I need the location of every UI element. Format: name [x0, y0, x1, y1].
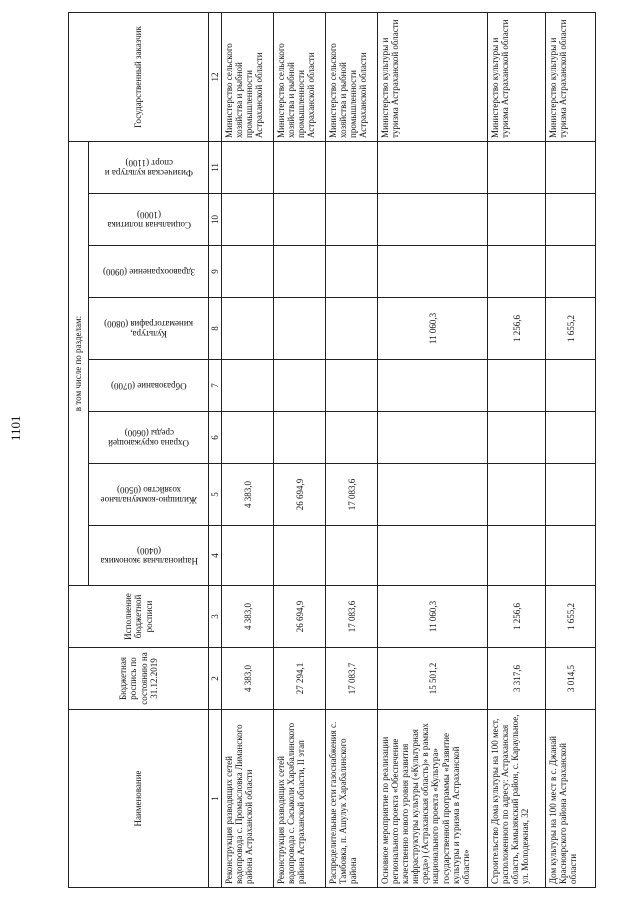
header-section-0600-label: Охрана окружающей среды (0600): [108, 427, 189, 448]
row-section-0600: [326, 412, 378, 464]
row-budget: 17 083,7: [326, 648, 378, 710]
header-section-0500: [89, 464, 209, 526]
header-section-0600: [89, 412, 209, 464]
header-section-0400-label: Национальная экономика (0400): [99, 545, 198, 566]
row-section-0600: [222, 412, 274, 464]
row-section-0700: [378, 360, 488, 412]
header-section-0700: [89, 360, 209, 412]
row-name: Строительство Дома культуры на 100 мест, расположенного по адресу: Астраханская область, Камызякский район, с. Караульное, ул. Молодежная, 32: [488, 710, 546, 888]
column-number: 2: [209, 648, 222, 710]
row-customer: Министерство сельского хозяйства и рыбной промышленности Астраханской области: [326, 13, 378, 142]
row-budget: 3 014,5: [546, 648, 596, 710]
row-section-0900: [326, 246, 378, 298]
column-number: 4: [209, 526, 222, 586]
column-number: 8: [209, 298, 222, 360]
row-section-0800: 1 256,6: [488, 298, 546, 360]
row-section-1100: [546, 142, 596, 194]
row-section-0700: [222, 360, 274, 412]
column-number: 3: [209, 586, 222, 648]
column-number: 12: [209, 13, 222, 142]
row-section-0600: [378, 412, 488, 464]
row-budget: 15 501,2: [378, 648, 488, 710]
table-row: [488, 13, 546, 888]
row-section-1000: [222, 194, 274, 246]
table-row: [326, 13, 378, 888]
row-section-0900: [222, 246, 274, 298]
header-section-1000: [89, 194, 209, 246]
column-number: 1: [209, 710, 222, 888]
row-execution: 11 060,3: [378, 586, 488, 648]
row-section-1100: [378, 142, 488, 194]
row-section-1000: [378, 194, 488, 246]
row-section-0800: [274, 298, 326, 360]
row-section-0500: [546, 464, 596, 526]
row-section-1100: [488, 142, 546, 194]
row-budget: 27 294,1: [274, 648, 326, 710]
row-execution: 1 655,2: [546, 586, 596, 648]
table-row: [222, 13, 274, 888]
row-section-1000: [546, 194, 596, 246]
page-number: 1101: [8, 415, 23, 441]
row-section-0400: [546, 526, 596, 586]
budget-table: [68, 12, 596, 888]
row-customer: Министерство культуры и туризма Астраханской области: [546, 13, 596, 142]
row-section-0900: [488, 246, 546, 298]
row-customer: Министерство культуры и туризма Астраханской области: [378, 13, 488, 142]
row-section-0700: [488, 360, 546, 412]
table-row: [378, 13, 488, 888]
row-section-1000: [274, 194, 326, 246]
row-execution: 26 694,9: [274, 586, 326, 648]
row-section-0500: 17 083,6: [326, 464, 378, 526]
header-name: Наименование: [69, 710, 209, 888]
row-section-0400: [274, 526, 326, 586]
row-customer: Министерство культуры и туризма Астраханской области: [488, 13, 546, 142]
column-number: 9: [209, 246, 222, 298]
row-section-0800: 1 655,2: [546, 298, 596, 360]
row-name: Реконструкция разводящих сетей водопровода с. Промысловка Лиманского района Астраханской области: [222, 710, 274, 888]
column-number-row: [209, 13, 222, 888]
row-execution: 4 383,0: [222, 586, 274, 648]
row-execution: 1 256,6: [488, 586, 546, 648]
header-section-0400: [89, 526, 209, 586]
header-customer: Государственный заказчик: [69, 13, 209, 142]
row-section-0600: [274, 412, 326, 464]
column-number: 11: [209, 142, 222, 194]
header-section-1100-label: Физическая культура и спорт (1100): [104, 157, 193, 178]
header-sections-group: в том числе по разделам:: [69, 142, 89, 586]
table-row: [274, 13, 326, 888]
row-section-0400: [222, 526, 274, 586]
row-section-0900: [274, 246, 326, 298]
header-section-0900-label: Здравоохранение (0900): [102, 266, 195, 277]
row-budget: 3 317,6: [488, 648, 546, 710]
row-customer: Министерство сельского хозяйства и рыбной промышленности Астраханской области: [274, 13, 326, 142]
row-section-0900: [378, 246, 488, 298]
row-section-0500: 26 694,9: [274, 464, 326, 526]
table-row: [546, 13, 596, 888]
header-section-0700-label: Образование (0700): [110, 380, 187, 391]
header-execution: Исполнение бюджетной росписи: [69, 586, 209, 648]
row-budget: 4 383,0: [222, 648, 274, 710]
row-section-0500: 4 383,0: [222, 464, 274, 526]
row-customer: Министерство сельского хозяйства и рыбной промышленности Астраханской области: [222, 13, 274, 142]
header-section-0500-label: Жилищно-коммунальное хозяйство (0500): [100, 484, 197, 505]
row-section-1100: [222, 142, 274, 194]
row-section-0500: [488, 464, 546, 526]
row-section-0900: [546, 246, 596, 298]
row-section-0700: [326, 360, 378, 412]
column-number: 5: [209, 464, 222, 526]
column-number: 10: [209, 194, 222, 246]
row-section-0700: [546, 360, 596, 412]
row-section-0800: [326, 298, 378, 360]
row-name: Реконструкция разводящих сетей водопровода с. Сасыколи Харабалинского района Астраханской области, II этап: [274, 710, 326, 888]
row-section-1000: [326, 194, 378, 246]
header-budget: Бюджетная роспись по состоянию на 31.12.2019: [69, 648, 209, 710]
row-section-0600: [488, 412, 546, 464]
column-number: 7: [209, 360, 222, 412]
column-number: 6: [209, 412, 222, 464]
row-name: Дом культуры на 100 мест в с. Джанай Красноярского района Астраханской области: [546, 710, 596, 888]
row-section-0400: [326, 526, 378, 586]
row-section-1000: [488, 194, 546, 246]
row-execution: 17 083,6: [326, 586, 378, 648]
row-section-0500: [378, 464, 488, 526]
row-section-0400: [488, 526, 546, 586]
row-section-1100: [274, 142, 326, 194]
row-section-0700: [274, 360, 326, 412]
header-section-1000-label: Социальная политика (1000): [106, 209, 191, 230]
header-section-0800-label: Культура, кинематография (0800): [104, 318, 193, 339]
row-name: Основное мероприятие по реализации регионального проекта «Обеспечение качественно нового уровня развития инфраструктуры культуры («Культурная среда») (Астраханская область)» в рамках национального проекта «Культура» государственной программы «Развитие культуры и туризма в Астраханской области»: [378, 710, 488, 888]
row-section-0600: [546, 412, 596, 464]
header-section-0900: [89, 246, 209, 298]
row-section-0800: 11 060,3: [378, 298, 488, 360]
rotated-table-container: [68, 13, 593, 888]
row-section-0400: [378, 526, 488, 586]
header-section-1100: [89, 142, 209, 194]
header-section-0800: [89, 298, 209, 360]
row-section-0800: [222, 298, 274, 360]
row-name: Распределительные сети газоснабжения с. Тамбовка, п. Ашулук Харабалинского района: [326, 710, 378, 888]
row-section-1100: [326, 142, 378, 194]
